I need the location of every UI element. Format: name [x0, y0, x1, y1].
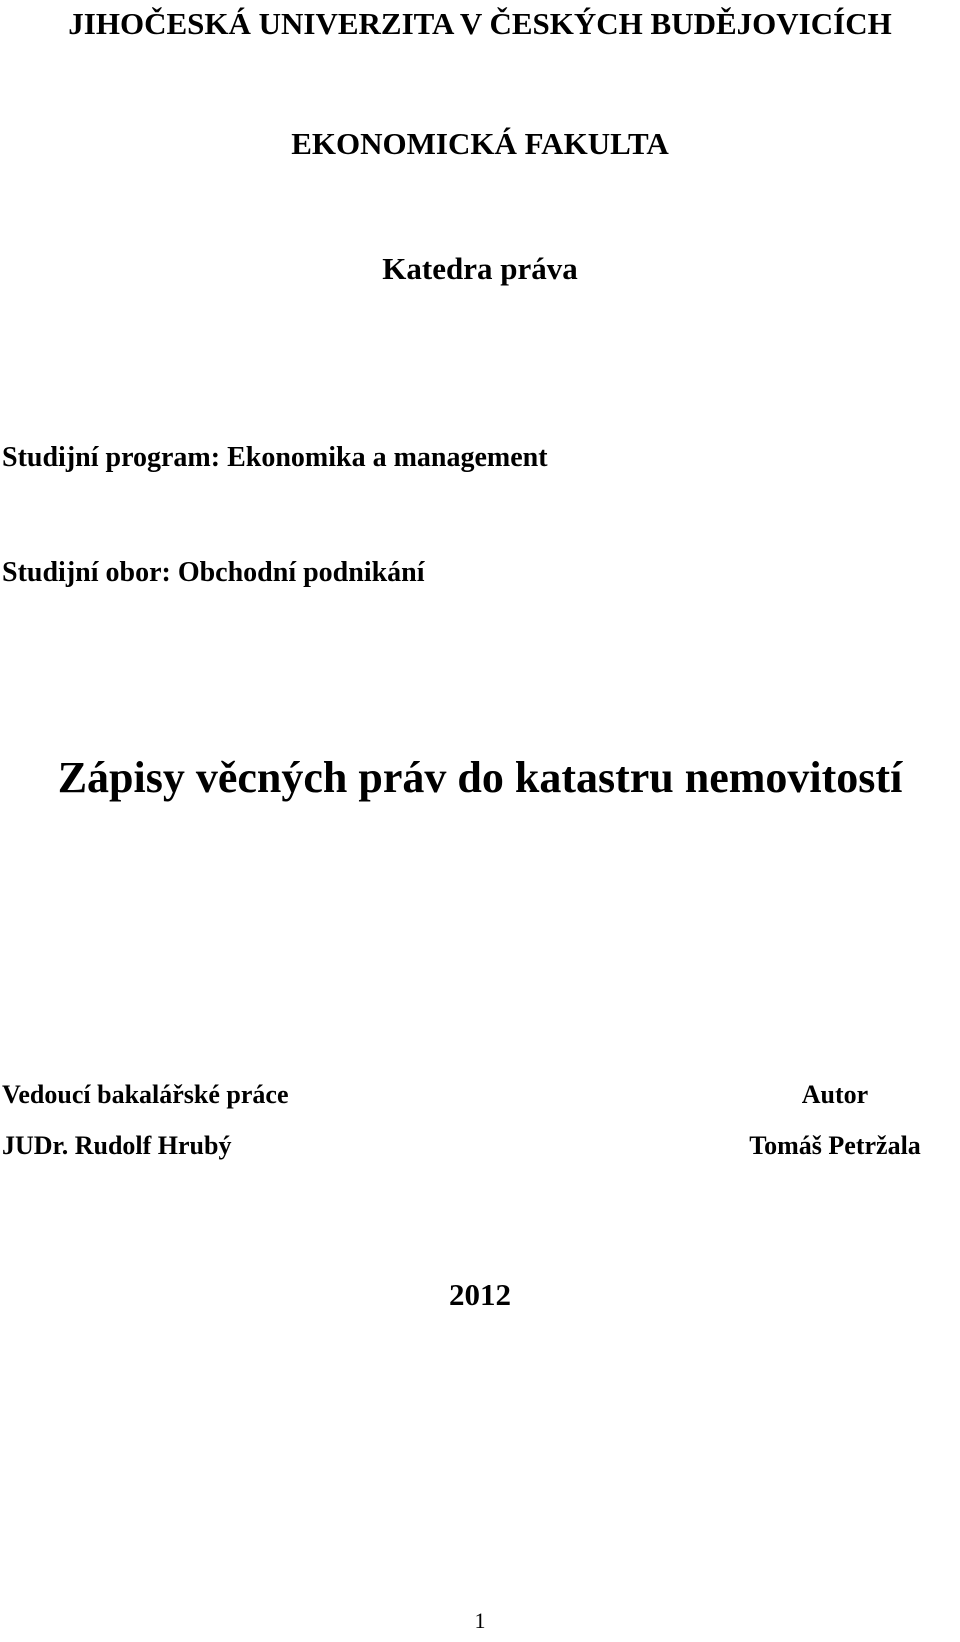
supervisor-label: Vedoucí bakalářské práce [2, 1080, 289, 1109]
study-field: Studijní obor: Obchodní podnikání [2, 557, 425, 588]
department-name: Katedra práva [382, 251, 578, 286]
faculty-name: EKONOMICKÁ FAKULTA [291, 126, 669, 161]
year: 2012 [449, 1277, 511, 1312]
author-name: Tomáš Petržala [749, 1131, 921, 1160]
study-program: Studijní program: Ekonomika a management [2, 442, 548, 473]
supervisor-name: JUDr. Rudolf Hrubý [2, 1131, 232, 1160]
university-name: JIHOČESKÁ UNIVERZITA V ČESKÝCH BUDĚJOVICÍCH [68, 6, 892, 41]
thesis-title: Zápisy věcných práv do katastru nemovitostí [57, 753, 903, 802]
page-number: 1 [474, 1608, 486, 1633]
author-label: Autor [801, 1080, 869, 1109]
